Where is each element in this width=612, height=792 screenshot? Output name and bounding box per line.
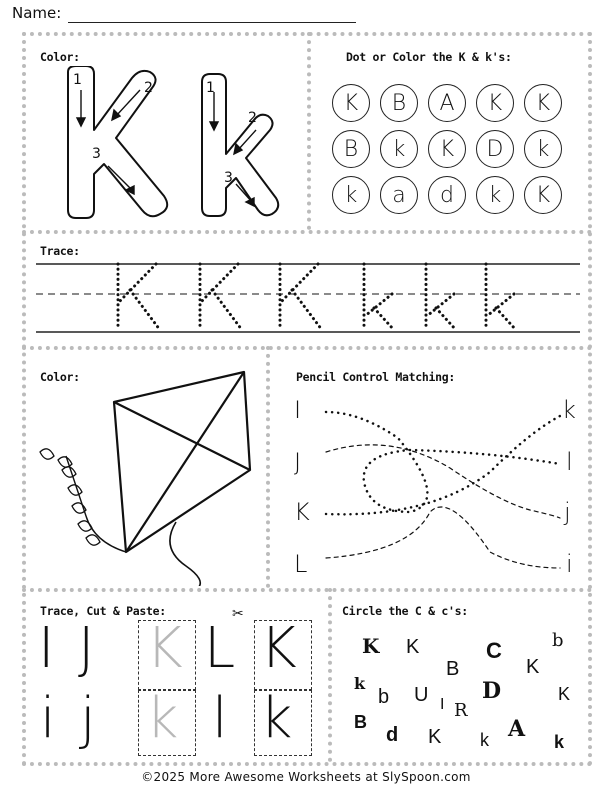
match-right-j: j [564,498,571,526]
bubble-letter[interactable]: K [524,176,562,214]
circle-letter[interactable]: R [454,700,468,721]
bubble-letter[interactable]: k [380,130,418,168]
circle-letter[interactable]: K [406,636,420,658]
bubble-letter[interactable]: a [380,176,418,214]
section-title-color-kite: Color: [40,370,80,384]
bubble-letter[interactable]: K [428,130,466,168]
separator-v3 [328,588,332,762]
cut-letter-gray[interactable]: k [146,686,179,751]
name-label: Name: [12,4,62,22]
cut-letter: L [204,616,236,681]
circle-letter[interactable]: b [552,630,564,651]
name-line [68,22,356,23]
match-path-J-j [326,445,560,518]
circle-letter[interactable]: K [558,684,571,704]
separator-v2 [266,346,270,588]
trace-letter-K-1[interactable] [110,260,170,334]
trace-letter-k-1[interactable] [356,260,406,334]
circle-letter[interactable]: k [480,730,489,750]
cut-letter: j [80,686,96,751]
match-right-l: l [566,448,573,476]
circle-letter[interactable]: K [526,656,540,678]
trace-letter-K-2[interactable] [192,260,252,334]
separator-v1 [307,32,311,230]
bubble-letter[interactable]: B [380,84,418,122]
bubble-letter[interactable]: K [332,84,370,122]
separator-left [22,32,26,766]
circle-letter[interactable]: b [378,686,390,708]
circle-letter[interactable]: K [428,726,442,748]
trace-letter-K-3[interactable] [272,260,332,334]
bubble-letter[interactable]: K [476,84,514,122]
circle-letter[interactable]: d [386,724,399,746]
bubble-letter[interactable]: d [428,176,466,214]
separator-h1 [22,230,592,234]
bubble-letter[interactable]: D [476,130,514,168]
cut-letter: I [38,616,55,681]
cut-letter: l [212,686,228,751]
circle-letter[interactable]: I [440,696,445,713]
bubble-letter[interactable]: k [476,176,514,214]
cut-letter[interactable]: K [260,616,297,681]
cut-letter: i [40,686,56,751]
circle-letter[interactable]: B [446,658,460,680]
bubble-letter[interactable]: B [332,130,370,168]
section-title-color-letters: Color: [40,50,80,64]
match-path-K-k [326,416,560,514]
stroke-number-4: 1 [206,80,215,96]
stroke-number-1: 1 [73,72,82,88]
circle-letter[interactable]: C [486,638,502,663]
section-title-pencil: Pencil Control Matching: [296,370,455,384]
bubble-letter[interactable]: K [524,84,562,122]
match-left-L: L [294,550,308,578]
circle-letters-area [336,620,586,760]
section-title-circle: Circle the C & c's: [342,604,468,618]
bubble-grid [332,84,582,214]
kite-illustration [36,366,262,586]
cut-letter: J [78,616,95,681]
circle-letter[interactable]: k [554,732,565,752]
section-title-trace-cut: Trace, Cut & Paste: [40,604,166,618]
match-left-K: K [294,498,310,526]
scissors-icon: ✂ [232,606,244,622]
separator-bottom [22,762,592,766]
circle-letter[interactable]: B [354,712,367,732]
cut-letter[interactable]: k [260,686,293,751]
trace-letter-k-3[interactable] [478,260,528,334]
circle-letter[interactable]: k [354,674,366,693]
section-title-dot-color: Dot or Color the K & k's: [346,50,512,64]
match-left-I: I [294,396,302,424]
match-path-L-i [326,507,560,568]
circle-letter[interactable]: U [414,684,429,706]
bubble-letter[interactable]: A [428,84,466,122]
footer-credit: ©2025 More Awesome Worksheets at SlySpoon.com [141,770,471,784]
match-path-I-l [326,412,560,512]
match-right-i: i [566,550,573,578]
bubble-letter[interactable]: k [524,130,562,168]
stroke-number-2: 2 [144,80,153,96]
trace-letter-k-2[interactable] [418,260,468,334]
circle-letter[interactable]: D [482,678,502,704]
separator-right [588,32,592,766]
stroke-number-5: 2 [248,110,257,126]
big-letters [40,66,300,226]
circle-letter[interactable]: K [362,634,380,658]
cut-letter-gray[interactable]: K [146,616,183,681]
matching-area [290,392,586,582]
trace-letters-row [36,262,580,334]
section-title-trace: Trace: [40,244,80,258]
stroke-number-3: 3 [92,146,101,162]
separator-h3 [22,588,592,592]
bubble-letter[interactable]: k [332,176,370,214]
match-left-J: J [294,448,302,476]
circle-letter[interactable]: A [508,716,526,742]
separator-h2 [22,346,592,350]
match-right-k: k [562,396,576,424]
stroke-number-6: 3 [224,170,233,186]
